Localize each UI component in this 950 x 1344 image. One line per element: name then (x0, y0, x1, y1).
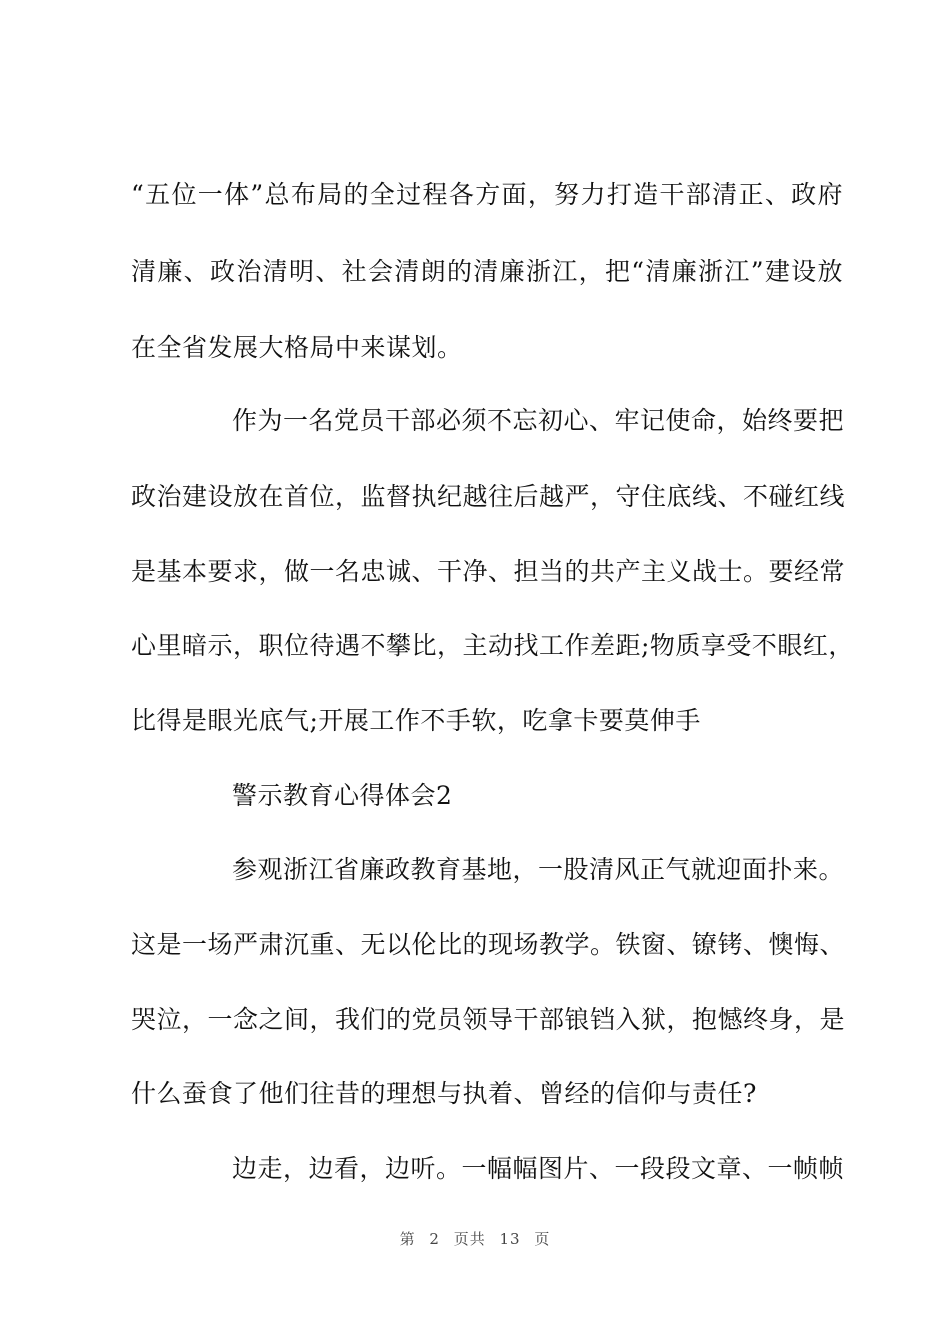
paragraph-line: 边走，边看，边听。一幅幅图片、一段段文章、一帧帧 (232, 1154, 845, 1183)
paragraph-line: 政治建设放在首位，监督执纪越往后越严，守住底线、不碰红线 (131, 482, 846, 511)
paragraph-line: 比得是眼光底气;开展工作不手软，吃拿卡要莫伸手 (131, 706, 701, 735)
paragraph-line: “五位一体”总布局的全过程各方面，努力打造干部清正、政府 (131, 180, 843, 209)
paragraph-line: 参观浙江省廉政教育基地，一股清风正气就迎面扑来。 (232, 855, 845, 884)
paragraph-line: 哭泣，一念之间，我们的党员领导干部锒铛入狱，抱憾终身，是 (131, 1005, 846, 1034)
page-footer: 第 2 页共 13 页 (399, 1230, 551, 1248)
paragraph-line: 这是一场严肃沉重、无以伦比的现场教学。铁窗、镣铐、懊悔、 (131, 930, 846, 959)
paragraph-line: 什么蚕食了他们往昔的理想与执着、曾经的信仰与责任? (131, 1079, 757, 1108)
section-heading: 警示教育心得体会2 (232, 781, 453, 810)
paragraph-line: 是基本要求，做一名忠诚、干净、担当的共产主义战士。要经常 (131, 557, 846, 586)
paragraph-line: 心里暗示，职位待遇不攀比，主动找工作差距;物质享受不眼红， (131, 631, 854, 660)
paragraph-line: 清廉、政治清明、社会清朗的清廉浙江，把“清廉浙江”建设放 (131, 257, 843, 286)
paragraph-line: 在全省发展大格局中来谋划。 (131, 333, 463, 362)
paragraph-line: 作为一名党员干部必须不忘初心、牢记使命，始终要把 (232, 406, 845, 435)
